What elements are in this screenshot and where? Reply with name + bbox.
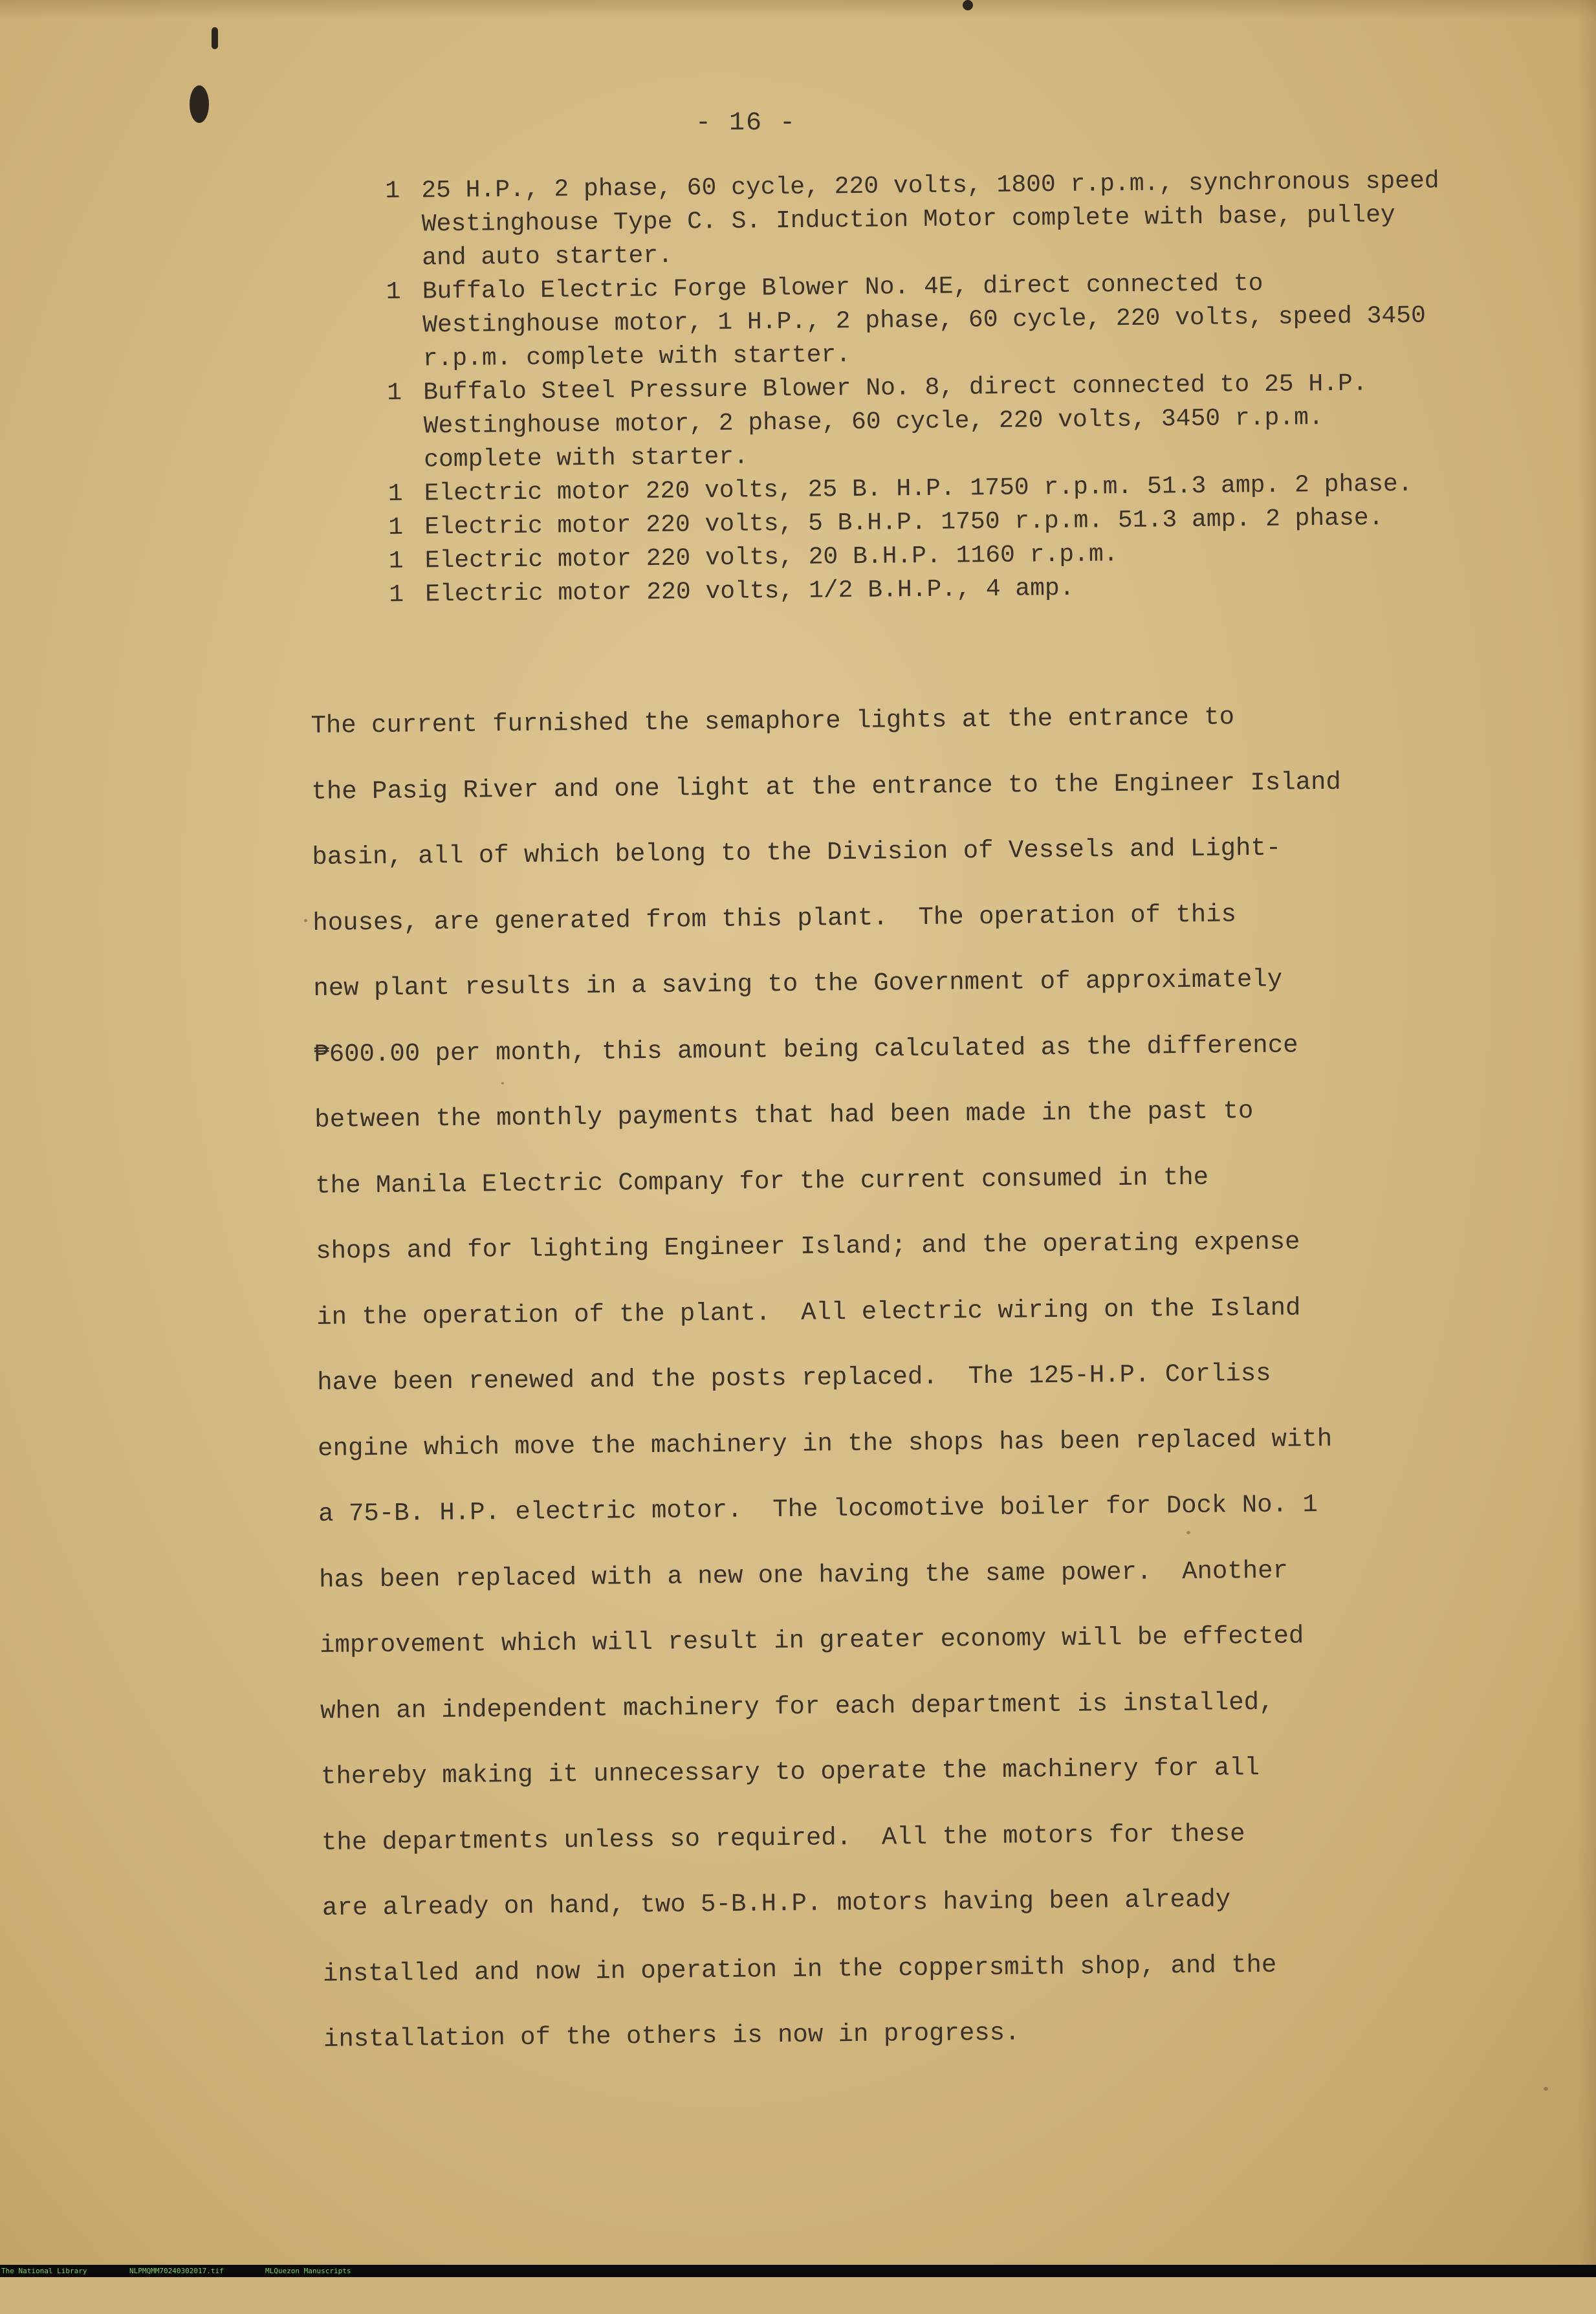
equipment-list bbox=[385, 164, 1454, 612]
page-top-shading bbox=[0, 0, 1596, 19]
paragraph-line: the departments unless so required. All the motors for these bbox=[321, 1819, 1245, 1857]
paragraph-line: improvement which will result in greater economy will be effected bbox=[319, 1622, 1304, 1660]
paragraph-line: houses, are generated from this plant. The operation of this bbox=[312, 899, 1237, 938]
paragraph-line: new plant results in a saving to the Government of approximately bbox=[313, 965, 1283, 1003]
page-number: - 16 - bbox=[695, 109, 797, 138]
item-description: Electric motor 220 volts, 25 B. H.P. 1750 r.p.m. 51.3 amp. 2 phase. bbox=[424, 470, 1413, 508]
paragraph-line: has been replaced with a new one having the same power. Another bbox=[318, 1556, 1289, 1594]
item-quantity: 1 bbox=[388, 479, 403, 508]
body-paragraph bbox=[311, 683, 1481, 2073]
paragraph-line: The current furnished the semaphore lights at the entrance to bbox=[311, 703, 1235, 740]
footer-collection: MLQuezon Manuscripts bbox=[265, 2267, 351, 2275]
punch-hole-mark bbox=[963, 0, 973, 10]
item-quantity: 1 bbox=[385, 177, 400, 205]
item-quantity: 1 bbox=[388, 547, 404, 575]
punch-hole bbox=[190, 85, 209, 123]
footer-file-name: NLPMQMM70240302017.tif bbox=[129, 2267, 224, 2275]
equipment-list-item bbox=[387, 366, 1448, 478]
scan-footer-bar bbox=[0, 2265, 1596, 2277]
paragraph-line: thereby making it unnecessary to operate the machinery for all bbox=[320, 1753, 1260, 1791]
paragraph-line: engine which move the machinery in the shops has been replaced with bbox=[317, 1424, 1333, 1463]
equipment-list-item bbox=[386, 265, 1447, 377]
item-quantity: 1 bbox=[389, 580, 404, 609]
paragraph-line: ₱600.00 per month, this amount being calculated as the difference bbox=[314, 1030, 1298, 1069]
footer-institution: The National Library bbox=[1, 2267, 87, 2275]
paragraph-line: have been renewed and the posts replaced. The 125-H.P. Corliss bbox=[317, 1359, 1271, 1397]
punch-hole-mark bbox=[212, 27, 218, 49]
item-description: 25 H.P., 2 phase, 60 cycle, 220 volts, 1800 r.p.m., synchronous speed Westinghouse Type C. S. Induction Motor complete with base, pulley and auto starter. bbox=[421, 167, 1454, 272]
paper-speck bbox=[304, 919, 307, 922]
paragraph-line: installation of the others is now in progress. bbox=[323, 2018, 1020, 2054]
paper-speck bbox=[1544, 2087, 1548, 2091]
item-description: Buffalo Steel Pressure Blower No. 8, direct connected to 25 H.P. Westinghouse motor, 2 phase, 60 cycle, 220 volts, 3450 r.p.m. complete with starter. bbox=[423, 369, 1383, 474]
paragraph-line: installed and now in operation in the coppersmith shop, and the bbox=[322, 1950, 1277, 1989]
item-quantity: 1 bbox=[387, 379, 402, 407]
paragraph-line: basin, all of which belong to the Division of Vessels and Light- bbox=[312, 833, 1282, 872]
paragraph-line: in the operation of the plant. All electric wiring on the Island bbox=[316, 1293, 1301, 1332]
paragraph-line: a 75-B. H.P. electric motor. The locomotive boiler for Dock No. 1 bbox=[318, 1490, 1318, 1528]
equipment-list-item bbox=[385, 164, 1454, 276]
paragraph-line: the Manila Electric Company for the current consumed in the bbox=[315, 1163, 1209, 1200]
item-quantity: 1 bbox=[386, 278, 401, 306]
paragraph-line: between the monthly payments that had been made in the past to bbox=[314, 1097, 1254, 1134]
item-description: Electric motor 220 volts, 20 B.H.P. 1160 r.p.m. bbox=[424, 540, 1119, 575]
paragraph-line: shops and for lighting Engineer Island; and the operating expense bbox=[316, 1228, 1300, 1266]
paragraph-line: when an independent machinery for each department is installed, bbox=[320, 1688, 1274, 1726]
paragraph-line: the Pasig River and one light at the entrance to the Engineer Island bbox=[311, 767, 1342, 806]
paragraph-line: are already on hand, two 5-B.H.P. motors having been already bbox=[322, 1885, 1231, 1923]
item-quantity: 1 bbox=[388, 513, 404, 542]
item-description: Buffalo Electric Forge Blower No. 4E, direct connected to Westinghouse motor, 1 H.P., 2 phase, 60 cycle, 220 volts, speed 3450 r.p.m. complete with starter. bbox=[422, 269, 1441, 373]
item-description: Electric motor 220 volts, 1/2 B.H.P., 4 amp. bbox=[425, 574, 1075, 609]
item-description: Electric motor 220 volts, 5 B.H.P. 1750 r.p.m. 51.3 amp. 2 phase. bbox=[424, 504, 1384, 542]
page-edge-shading bbox=[1578, 0, 1596, 2265]
